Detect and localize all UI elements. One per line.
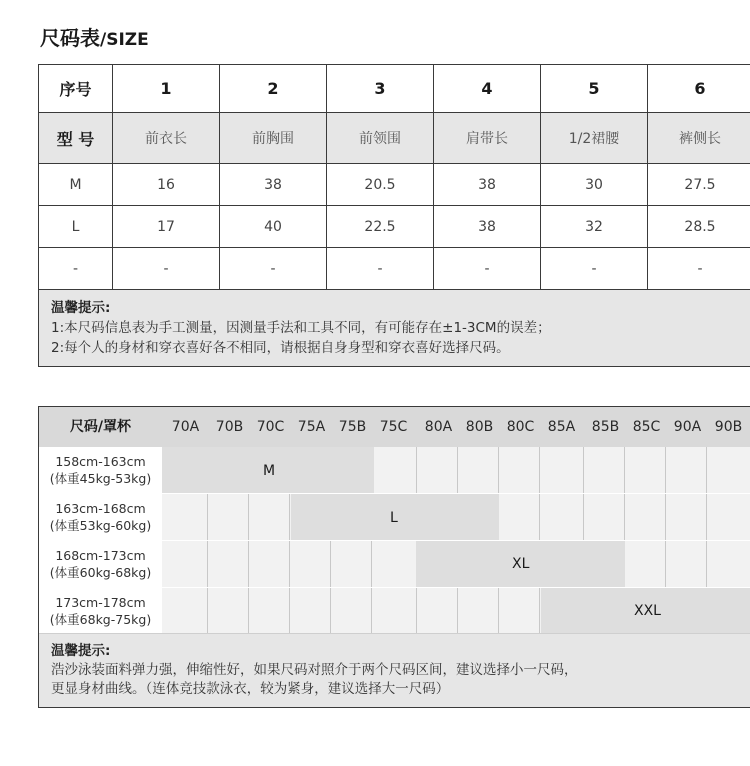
title-en: /SIZE xyxy=(100,30,149,50)
column-header: 裤侧长 xyxy=(648,113,750,164)
table-row xyxy=(39,164,750,206)
size-label-xl: XL xyxy=(512,556,530,572)
value-cell: - xyxy=(113,248,220,290)
cup-table-header-label: 尺码/罩杯 xyxy=(69,419,132,435)
cup-header: 80C xyxy=(506,419,535,435)
size-table-tip xyxy=(39,290,750,367)
table-row xyxy=(39,206,750,248)
number-header: 序号 xyxy=(39,65,113,113)
tip-line: 浩沙泳装面料弹力强，伸缩性好，如果尺码对照介于两个尺码区间，建议选择小一尺码， xyxy=(51,662,578,678)
value-cell: - xyxy=(220,248,327,290)
value-cell: 28.5 xyxy=(648,206,750,248)
number-cell: 2 xyxy=(220,65,327,113)
tip-title: 温馨提示: xyxy=(51,300,111,316)
number-cell: 4 xyxy=(434,65,541,113)
column-header: 前衣长 xyxy=(113,113,220,164)
cup-table-header xyxy=(39,407,750,447)
height-range: 168cm-173cm xyxy=(55,548,146,563)
cup-header: 75C xyxy=(379,419,408,435)
column-header: 肩带长 xyxy=(434,113,541,164)
page-title xyxy=(40,22,149,51)
value-cell: 27.5 xyxy=(648,164,750,206)
body-range-label xyxy=(39,447,162,493)
height-range: 173cm-178cm xyxy=(55,595,146,610)
size-cell: L xyxy=(39,206,113,248)
weight-range: (体重68kg-75kg) xyxy=(49,612,152,627)
value-cell: 38 xyxy=(220,164,327,206)
size-table-column-header-row xyxy=(39,113,750,164)
column-header: 前领围 xyxy=(327,113,434,164)
number-cell: 6 xyxy=(648,65,750,113)
size-table-tip-row xyxy=(39,290,750,367)
cup-size-table xyxy=(38,406,750,708)
cup-header: 90A xyxy=(673,419,702,435)
number-cell: 5 xyxy=(541,65,648,113)
number-cell: 3 xyxy=(327,65,434,113)
cup-header: 80B xyxy=(465,419,494,435)
value-cell: 22.5 xyxy=(327,206,434,248)
size-label-xxl: XXL xyxy=(634,603,661,619)
height-range: 158cm-163cm xyxy=(55,454,146,469)
cup-header: 85C xyxy=(632,419,661,435)
column-header: 前胸围 xyxy=(220,113,327,164)
size-table-number-row xyxy=(39,65,750,113)
value-cell: - xyxy=(648,248,750,290)
cup-table-tip xyxy=(39,633,750,707)
cup-header: 80A xyxy=(424,419,453,435)
value-cell: 38 xyxy=(434,206,541,248)
cup-header: 70B xyxy=(215,419,244,435)
cup-header: 75B xyxy=(338,419,367,435)
column-header: 1/2裙腰 xyxy=(541,113,648,164)
body-range-label xyxy=(39,541,162,587)
cup-header: 70C xyxy=(256,419,285,435)
title-cn: 尺码表 xyxy=(40,26,100,50)
cup-header: 75A xyxy=(297,419,326,435)
tip-line: 1:本尺码信息表为手工测量，因测量手法和工具不同，有可能存在±1-3CM的误差； xyxy=(51,320,551,336)
weight-range: (体重53kg-60kg) xyxy=(49,518,152,533)
value-cell: 32 xyxy=(541,206,648,248)
value-cell: 16 xyxy=(113,164,220,206)
size-label-l: L xyxy=(390,510,398,526)
height-range: 163cm-168cm xyxy=(55,501,146,516)
size-cell: - xyxy=(39,248,113,290)
cup-header: 85A xyxy=(547,419,576,435)
cup-header: 70A xyxy=(171,419,200,435)
value-cell: 30 xyxy=(541,164,648,206)
number-cell: 1 xyxy=(113,65,220,113)
value-cell: - xyxy=(327,248,434,290)
type-header: 型 号 xyxy=(39,113,113,164)
body-range-label xyxy=(39,494,162,540)
value-cell: - xyxy=(541,248,648,290)
size-cell: M xyxy=(39,164,113,206)
value-cell: 20.5 xyxy=(327,164,434,206)
weight-range: (体重45kg-53kg) xyxy=(49,471,152,486)
tip-line: 更显身材曲线。（连体竞技款泳衣，较为紧身，建议选择大一尺码） xyxy=(51,681,450,697)
value-cell: 40 xyxy=(220,206,327,248)
size-table xyxy=(38,64,750,367)
tip-line: 2:每个人的身材和穿衣喜好各不相同，请根据自身身型和穿衣喜好选择尺码。 xyxy=(51,340,510,356)
table-row xyxy=(39,248,750,290)
size-label-m: M xyxy=(263,463,276,479)
body-range-label xyxy=(39,588,162,634)
value-cell: 38 xyxy=(434,164,541,206)
cup-header: 85B xyxy=(591,419,620,435)
cup-header: 90B xyxy=(714,419,743,435)
value-cell: - xyxy=(434,248,541,290)
tip-title: 温馨提示: xyxy=(51,643,111,659)
weight-range: (体重60kg-68kg) xyxy=(49,565,152,580)
value-cell: 17 xyxy=(113,206,220,248)
